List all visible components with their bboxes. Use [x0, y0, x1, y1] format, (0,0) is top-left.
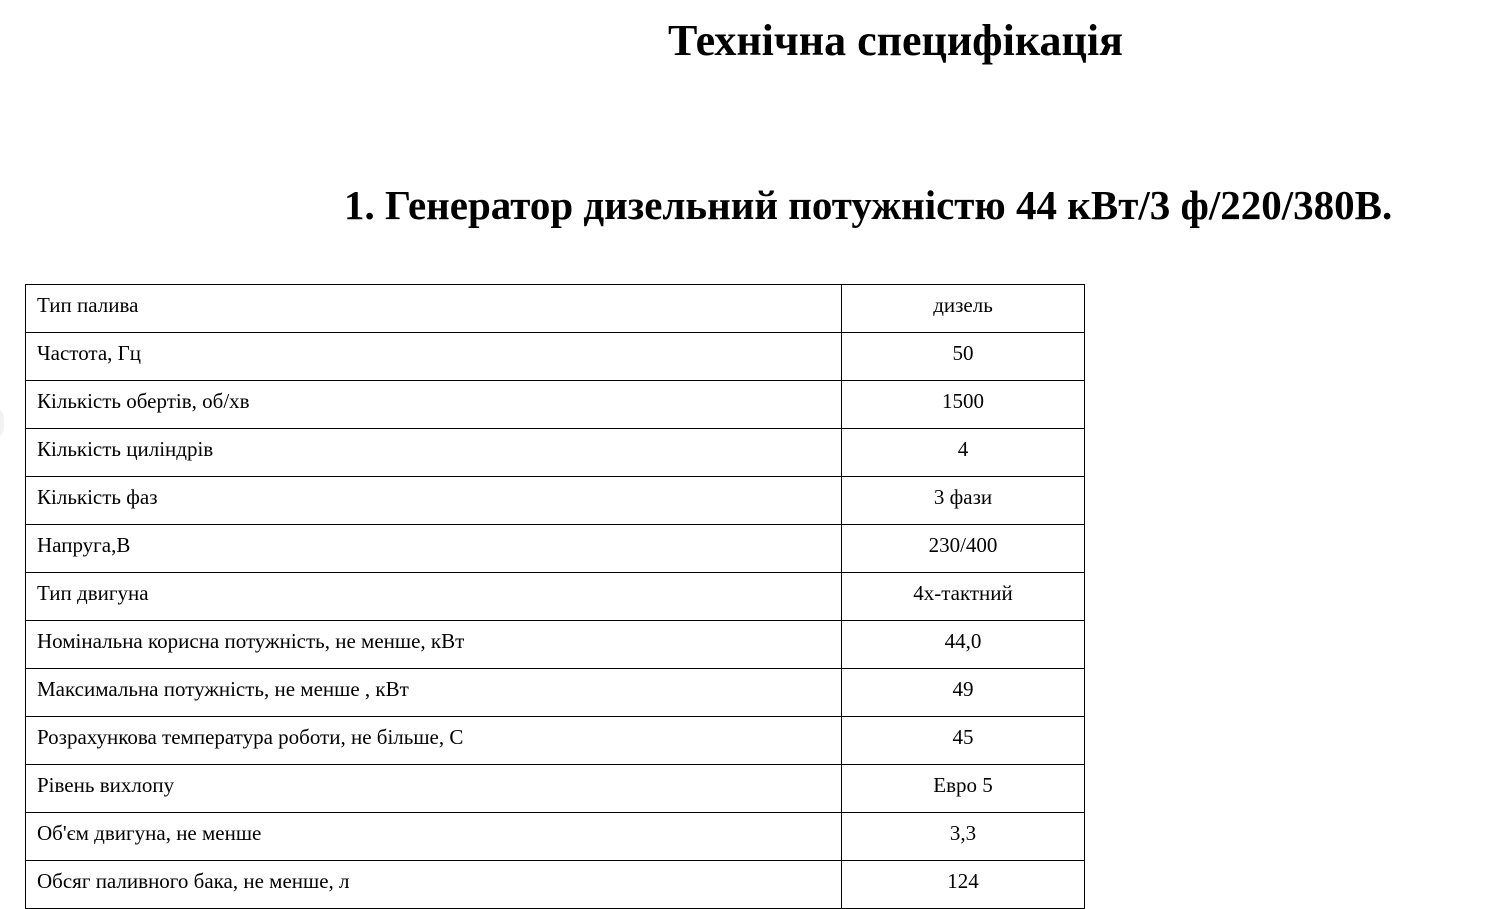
- value-cell: 4: [842, 429, 1085, 477]
- value-cell: 50: [842, 333, 1085, 381]
- value-cell: 1500: [842, 381, 1085, 429]
- table-row: [26, 765, 1085, 813]
- parameter-cell: Кількість фаз: [26, 477, 842, 525]
- value-cell: 44,0: [842, 621, 1085, 669]
- table-row: [26, 333, 1085, 381]
- table-row: [26, 285, 1085, 333]
- value-cell: 45: [842, 717, 1085, 765]
- value-cell: 124: [842, 861, 1085, 909]
- parameter-cell: Кількість обертів, об/хв: [26, 381, 842, 429]
- parameter-cell: Номінальна корисна потужність, не менше, кВт: [26, 621, 842, 669]
- scroll-edge-marker: [0, 408, 4, 438]
- table-row: [26, 381, 1085, 429]
- table-row: [26, 525, 1085, 573]
- value-cell: 4х-тактний: [842, 573, 1085, 621]
- table-row: [26, 477, 1085, 525]
- table-row: [26, 621, 1085, 669]
- value-cell: 49: [842, 669, 1085, 717]
- parameter-cell: Обсяг паливного бака, не менше, л: [26, 861, 842, 909]
- specification-table: [25, 284, 1085, 909]
- specification-table-body: [26, 285, 1085, 909]
- section-heading: 1. Генератор дизельний потужністю 44 кВт/3 ф/220/380В.: [344, 182, 1393, 228]
- table-row: [26, 573, 1085, 621]
- value-cell: 3 фази: [842, 477, 1085, 525]
- value-cell: 3,3: [842, 813, 1085, 861]
- table-row: [26, 813, 1085, 861]
- table-row: [26, 717, 1085, 765]
- value-cell: 230/400: [842, 525, 1085, 573]
- parameter-cell: Тип двигуна: [26, 573, 842, 621]
- parameter-cell: Рівень вихлопу: [26, 765, 842, 813]
- parameter-cell: Частота, Гц: [26, 333, 842, 381]
- parameter-cell: Розрахункова температура роботи, не більше, С: [26, 717, 842, 765]
- parameter-cell: Напруга,В: [26, 525, 842, 573]
- value-cell: Евро 5: [842, 765, 1085, 813]
- parameter-cell: Максимальна потужність, не менше , кВт: [26, 669, 842, 717]
- parameter-cell: Тип палива: [26, 285, 842, 333]
- parameter-cell: Об'єм двигуна, не менше: [26, 813, 842, 861]
- parameter-cell: Кількість циліндрів: [26, 429, 842, 477]
- table-row: [26, 669, 1085, 717]
- value-cell: дизель: [842, 285, 1085, 333]
- document-title: Технічна специфікація: [668, 16, 1123, 65]
- table-row: [26, 861, 1085, 909]
- table-row: [26, 429, 1085, 477]
